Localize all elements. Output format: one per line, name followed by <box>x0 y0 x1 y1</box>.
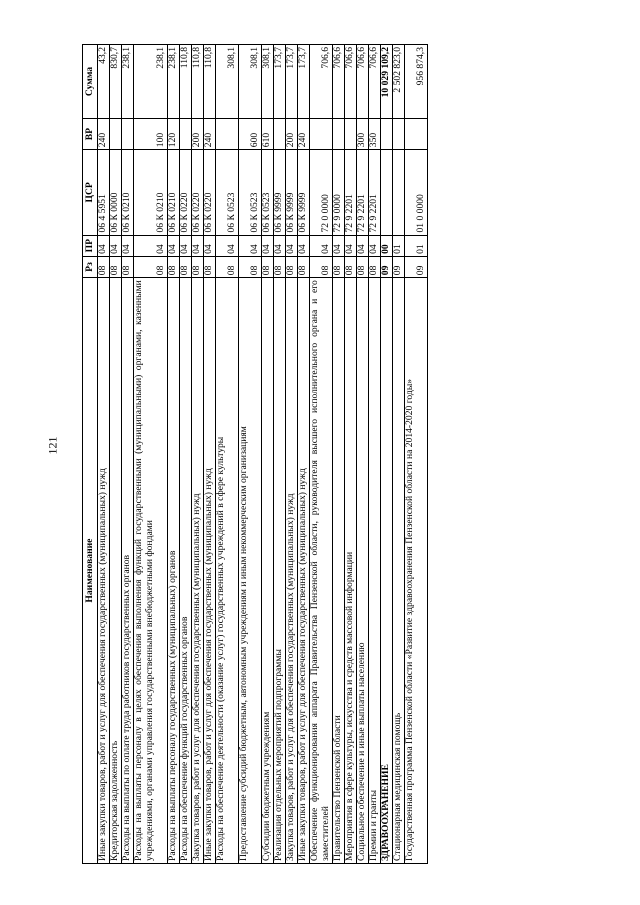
table-row <box>98 45 110 864</box>
cell-name: Расходы на обеспечение деятельности (оказание услуг) государственных учреждений в сфере культуры <box>216 278 239 864</box>
cell-name: Предоставление субсидий бюджетным, автономным учреждениям и иным некоммерческим организациям <box>239 278 262 864</box>
cell-vr <box>122 118 134 149</box>
cell-vr <box>216 118 239 149</box>
table-row <box>369 45 381 864</box>
cell-rz: 09 <box>393 256 405 277</box>
cell-csr: 06 К 0210 <box>122 150 134 235</box>
cell-pr: 04 <box>110 235 122 256</box>
cell-rz: 08 <box>168 256 180 277</box>
cell-pr: 01 <box>405 235 428 256</box>
cell-csr: 72 9 2201 <box>369 150 381 235</box>
cell-csr: 06 К 0210 <box>168 150 180 235</box>
cell-pr: 04 <box>345 235 357 256</box>
cell-csr: 06 К 0523 <box>262 150 274 235</box>
cell-vr: 350 <box>369 118 381 149</box>
cell-rz: 08 <box>110 256 122 277</box>
cell-pr: 04 <box>333 235 345 256</box>
cell-csr: 72 9 0000 <box>333 150 345 235</box>
cell-name: Расходы на выплаты по оплате труда работников государственных органов <box>122 278 134 864</box>
cell-sum: 110,8 <box>180 45 192 119</box>
cell-sum: 706,6 <box>333 45 345 119</box>
cell-vr <box>405 118 428 149</box>
cell-sum: 706,6 <box>345 45 357 119</box>
cell-vr <box>381 118 393 149</box>
cell-pr: 04 <box>369 235 381 256</box>
cell-vr <box>333 118 345 149</box>
cell-vr: 200 <box>286 118 298 149</box>
cell-name: Иные закупки товаров, работ и услуг для обеспечения государственных (муниципальных) нужд <box>298 278 310 864</box>
table-row <box>204 45 216 864</box>
cell-csr <box>381 150 393 235</box>
table-row-section <box>381 45 393 864</box>
cell-rz: 08 <box>180 256 192 277</box>
cell-pr: 04 <box>274 235 286 256</box>
cell-pr: 04 <box>310 235 333 256</box>
cell-pr: 04 <box>262 235 274 256</box>
cell-name: Государственная программа Пензенской области «Развитие здравоохранения Пензенской области на 2014-2020 годы» <box>405 278 428 864</box>
cell-rz: 08 <box>345 256 357 277</box>
page-number: 121 <box>45 436 60 455</box>
cell-sum: 238,1 <box>134 45 168 119</box>
table-header-row <box>83 45 98 864</box>
cell-pr: 04 <box>180 235 192 256</box>
cell-vr: 240 <box>98 118 110 149</box>
cell-name: ЗДРАВООХРАНЕНИЕ <box>381 278 393 864</box>
cell-pr: 04 <box>357 235 369 256</box>
cell-vr: 100 <box>134 118 168 149</box>
cell-rz: 08 <box>333 256 345 277</box>
cell-sum: 308,1 <box>239 45 262 119</box>
cell-rz: 08 <box>286 256 298 277</box>
cell-sum: 830,7 <box>110 45 122 119</box>
cell-sum: 110,8 <box>192 45 204 119</box>
cell-rz: 08 <box>274 256 286 277</box>
cell-csr: 06 4 5951 <box>98 150 110 235</box>
cell-rz: 08 <box>204 256 216 277</box>
cell-pr: 04 <box>168 235 180 256</box>
table-row <box>122 45 134 864</box>
cell-name: Субсидии бюджетным учреждениям <box>262 278 274 864</box>
cell-sum: 956 874,3 <box>405 45 428 119</box>
cell-sum: 173,7 <box>274 45 286 119</box>
cell-sum: 238,1 <box>122 45 134 119</box>
cell-name: Иные закупки товаров, работ и услуг для обеспечения государственных (муниципальных) нужд <box>204 278 216 864</box>
cell-pr: 04 <box>98 235 110 256</box>
cell-rz: 08 <box>310 256 333 277</box>
table-row <box>216 45 239 864</box>
header-vr: ВР <box>83 118 98 149</box>
cell-name: Мероприятия в сфере культуры, искусства и средств массовой информации <box>345 278 357 864</box>
cell-vr: 300 <box>357 118 369 149</box>
table-row <box>134 45 168 864</box>
cell-vr: 240 <box>204 118 216 149</box>
cell-rz: 09 <box>381 256 393 277</box>
cell-name: Расходы на выплаты персоналу в целях обеспечения выполнения функций государственными (муниципальными) органами, казенными учреждениями, органами управления государственными внебюджетными фондами <box>134 278 168 864</box>
cell-csr: 06 К 9999 <box>274 150 286 235</box>
cell-vr <box>393 118 405 149</box>
cell-csr: 06 К 0523 <box>239 150 262 235</box>
cell-vr: 600 <box>239 118 262 149</box>
cell-pr: 04 <box>216 235 239 256</box>
cell-vr <box>180 118 192 149</box>
cell-pr: 04 <box>239 235 262 256</box>
cell-rz: 08 <box>216 256 239 277</box>
cell-sum: 110,8 <box>204 45 216 119</box>
cell-rz: 09 <box>405 256 428 277</box>
cell-vr <box>345 118 357 149</box>
cell-sum: 10 029 109,2 <box>381 45 393 119</box>
cell-sum: 308,1 <box>216 45 239 119</box>
cell-pr: 04 <box>134 235 168 256</box>
cell-rz: 08 <box>239 256 262 277</box>
cell-name: Обеспечение функционирования аппарата Правительства Пензенской области, руководителя высшего исполнительного органа и его заместителей <box>310 278 333 864</box>
table-row <box>333 45 345 864</box>
cell-csr: 72 9 2201 <box>357 150 369 235</box>
table-row <box>168 45 180 864</box>
cell-vr: 120 <box>168 118 180 149</box>
cell-name: Закупка товаров, работ и услуг для обеспечения государственных (муниципальных) нужд <box>286 278 298 864</box>
cell-pr: 04 <box>122 235 134 256</box>
cell-name: Кредиторская задолженность <box>110 278 122 864</box>
cell-vr: 240 <box>298 118 310 149</box>
cell-rz: 08 <box>357 256 369 277</box>
cell-sum: 238,1 <box>168 45 180 119</box>
cell-csr: 06 К 0220 <box>192 150 204 235</box>
cell-csr: 06 К 0523 <box>216 150 239 235</box>
table-row <box>357 45 369 864</box>
cell-rz: 08 <box>122 256 134 277</box>
table-row <box>310 45 333 864</box>
table-row <box>180 45 192 864</box>
cell-vr <box>110 118 122 149</box>
table-row <box>298 45 310 864</box>
header-sum: Сумма <box>83 45 98 119</box>
cell-name: Стационарная медицинская помощь <box>393 278 405 864</box>
cell-vr: 200 <box>192 118 204 149</box>
cell-sum: 308,1 <box>262 45 274 119</box>
cell-sum: 173,7 <box>286 45 298 119</box>
table-row <box>110 45 122 864</box>
cell-vr <box>274 118 286 149</box>
cell-csr: 06 К 9999 <box>298 150 310 235</box>
cell-sum: 43,2 <box>98 45 110 119</box>
header-name: Наименование <box>83 278 98 864</box>
cell-name: Премии и гранты <box>369 278 381 864</box>
table-row <box>274 45 286 864</box>
cell-rz: 08 <box>192 256 204 277</box>
cell-csr: 06 К 0000 <box>110 150 122 235</box>
cell-rz: 08 <box>298 256 310 277</box>
table-row <box>286 45 298 864</box>
cell-name: Реализация отдельных мероприятий подпрограммы <box>274 278 286 864</box>
cell-sum: 706,6 <box>369 45 381 119</box>
table-row <box>239 45 262 864</box>
cell-pr: 04 <box>298 235 310 256</box>
cell-name: Закупка товаров, работ и услуг для обеспечения государственных (муниципальных) нужд <box>192 278 204 864</box>
cell-name: Иные закупки товаров, работ и услуг для обеспечения государственных (муниципальных) нужд <box>98 278 110 864</box>
cell-sum: 2 502 823,0 <box>393 45 405 119</box>
cell-rz: 08 <box>134 256 168 277</box>
table-row <box>393 45 405 864</box>
header-csr: ЦСР <box>83 150 98 235</box>
cell-pr: 01 <box>393 235 405 256</box>
cell-name: Правительство Пензенской области <box>333 278 345 864</box>
cell-name: Социальное обеспечение и иные выплаты населению <box>357 278 369 864</box>
cell-rz: 08 <box>98 256 110 277</box>
cell-csr: 72 9 2201 <box>345 150 357 235</box>
header-rz: Рз <box>83 256 98 277</box>
cell-pr: 04 <box>286 235 298 256</box>
cell-pr: 00 <box>381 235 393 256</box>
cell-sum: 706,6 <box>357 45 369 119</box>
cell-name: Расходы на обеспечение функций государственных органов <box>180 278 192 864</box>
cell-csr: 06 К 0220 <box>204 150 216 235</box>
table-row <box>405 45 428 864</box>
cell-csr: 06 К 9999 <box>286 150 298 235</box>
table-row <box>345 45 357 864</box>
header-pr: ПР <box>83 235 98 256</box>
cell-rz: 08 <box>262 256 274 277</box>
rotated-table-container <box>82 44 525 864</box>
cell-csr: 06 К 0220 <box>180 150 192 235</box>
cell-vr: 610 <box>262 118 274 149</box>
budget-table <box>82 44 428 864</box>
cell-pr: 04 <box>204 235 216 256</box>
cell-csr: 01 0 0000 <box>405 150 428 235</box>
cell-csr: 06 К 0210 <box>134 150 168 235</box>
cell-sum: 706,6 <box>310 45 333 119</box>
cell-name: Расходы на выплаты персоналу государственных (муниципальных) органов <box>168 278 180 864</box>
cell-csr <box>393 150 405 235</box>
cell-pr: 04 <box>192 235 204 256</box>
cell-sum: 173,7 <box>298 45 310 119</box>
cell-csr: 72 0 0000 <box>310 150 333 235</box>
table-row <box>192 45 204 864</box>
cell-vr <box>310 118 333 149</box>
cell-rz: 08 <box>369 256 381 277</box>
table-row <box>262 45 274 864</box>
